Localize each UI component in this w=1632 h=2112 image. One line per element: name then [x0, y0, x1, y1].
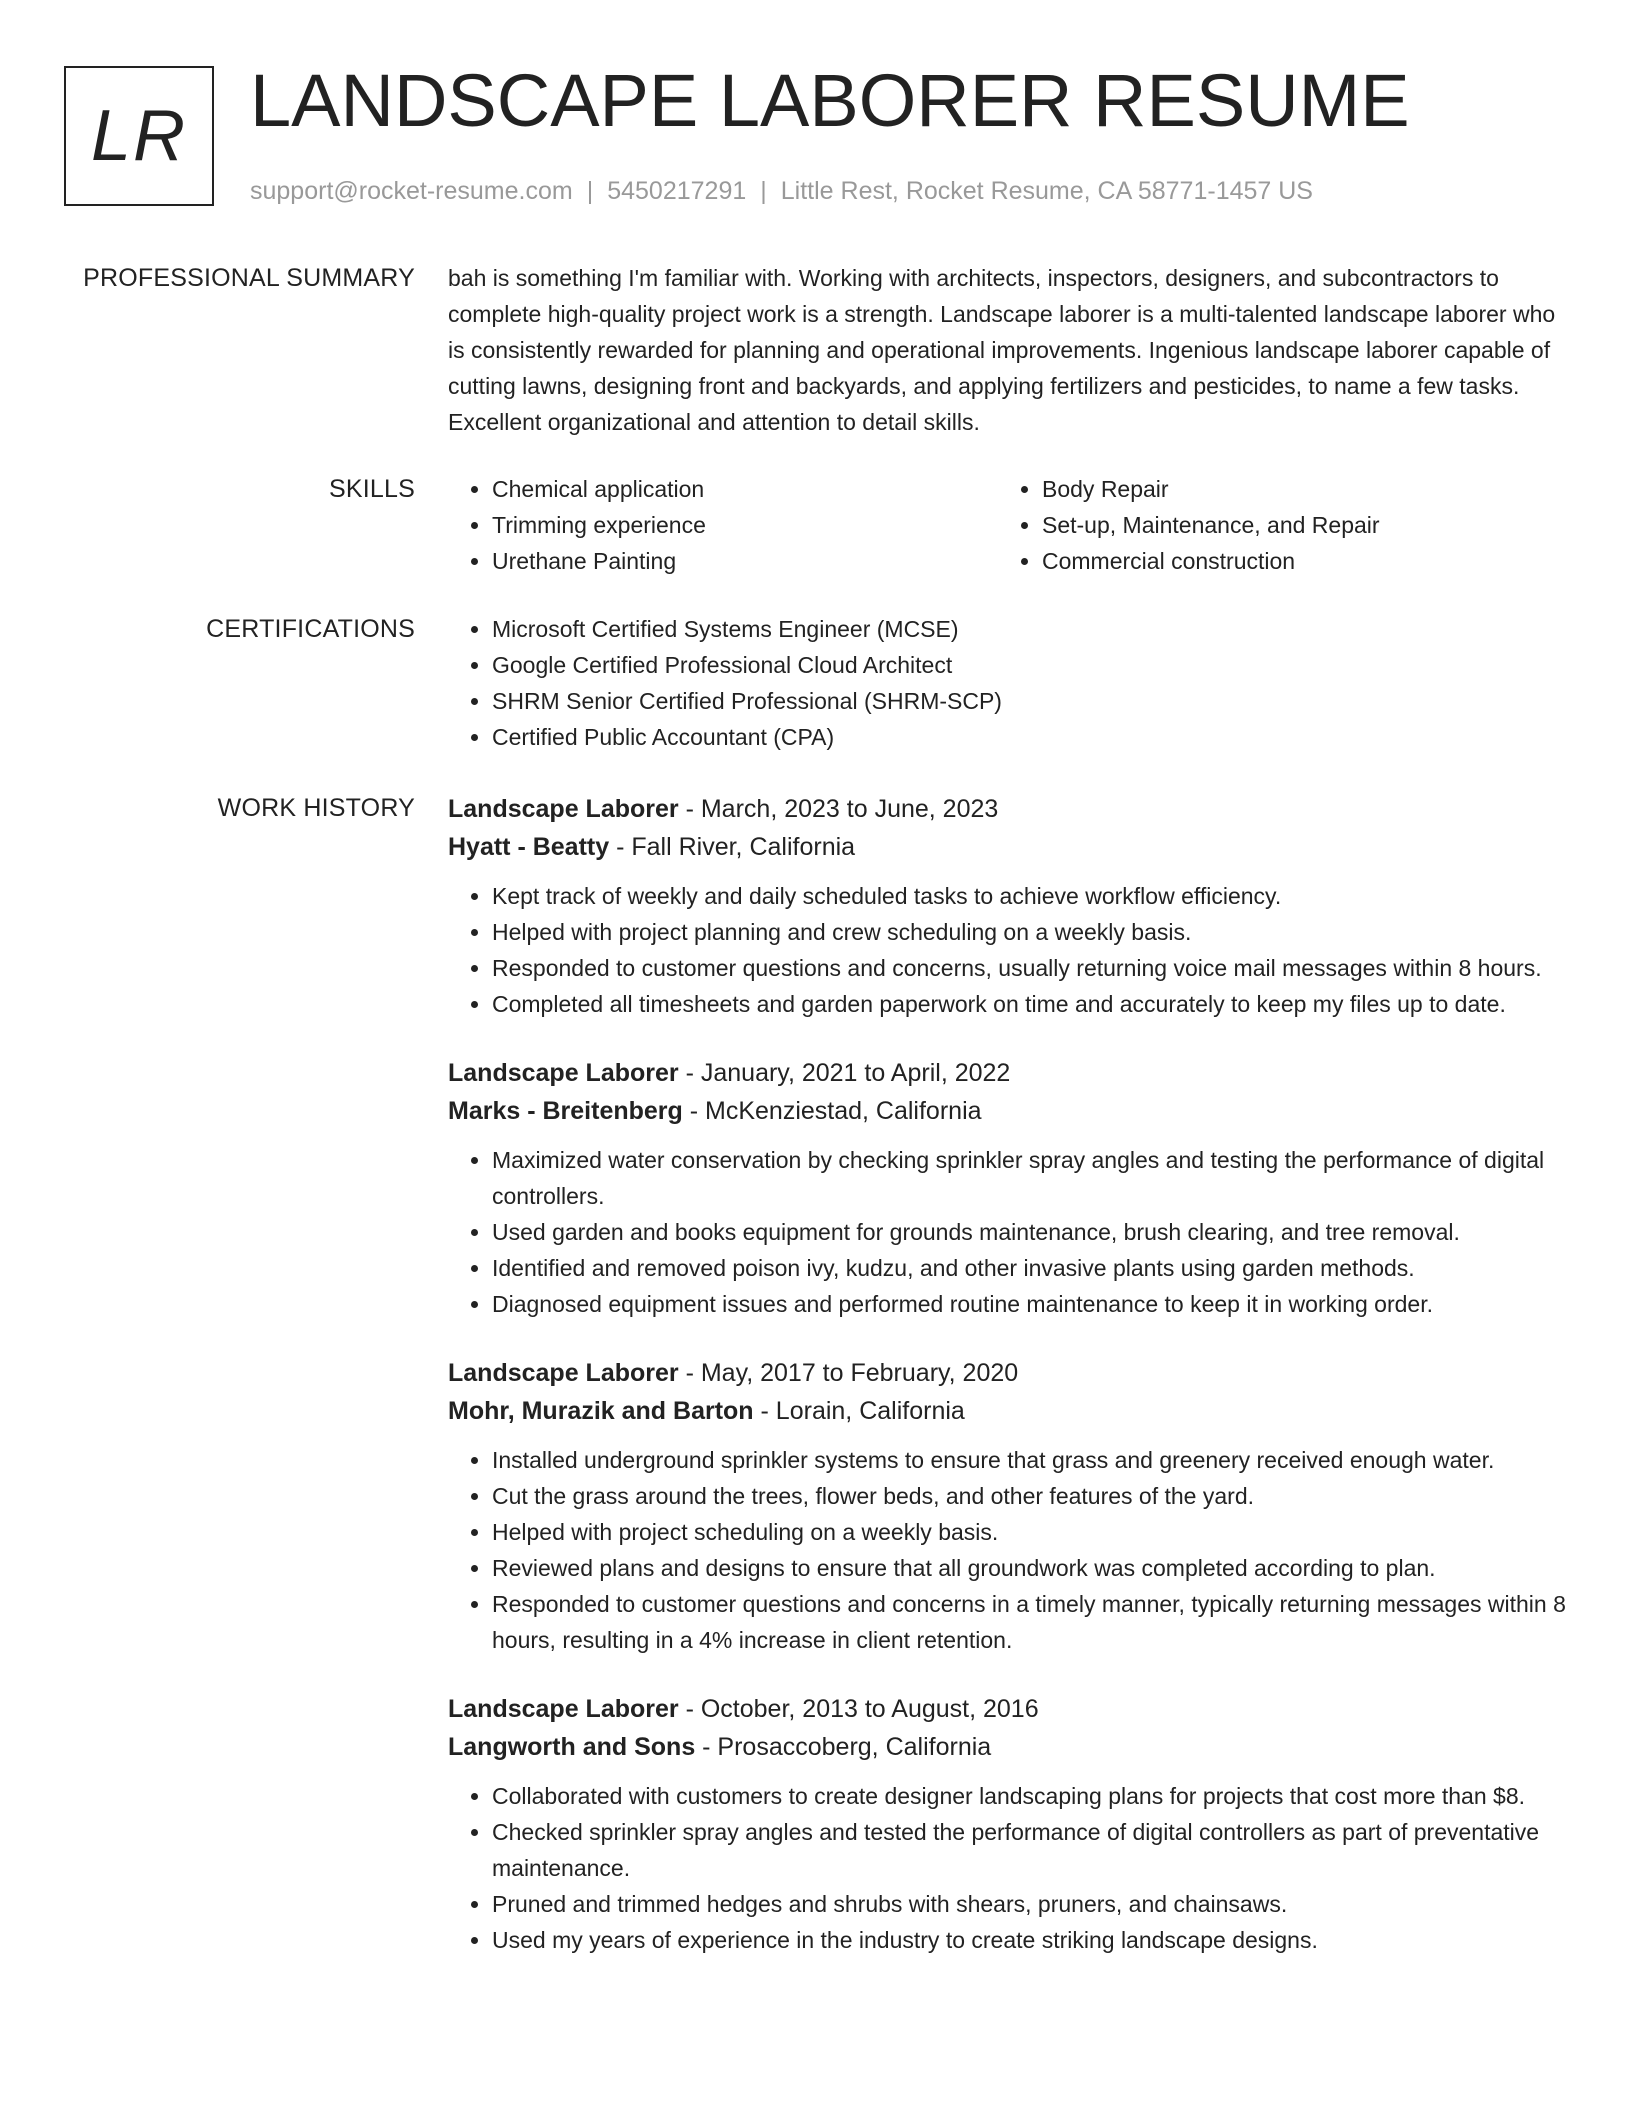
- job-entry: [448, 1690, 1568, 1958]
- job-dates: - October, 2013 to August, 2016: [678, 1695, 1039, 1723]
- skills-column-left: [448, 471, 998, 579]
- job-bullet: • Responded to customer questions and concerns in a timely manner, typically returning messages within 8 hours, resulting in a 4% increase in client retention.: [492, 1586, 1568, 1658]
- skills-label: SKILLS: [329, 475, 415, 503]
- resume-title: LANDSCAPE LABORER RESUME: [250, 59, 1410, 142]
- summary-label: PROFESSIONAL SUMMARY: [83, 264, 415, 292]
- job-bullet: • Reviewed plans and designs to ensure that all groundwork was completed according to plan.: [492, 1550, 1568, 1586]
- job-bullet: • Maximized water conservation by checking sprinkler spray angles and testing the performance of digital controllers.: [492, 1142, 1568, 1214]
- job-entry: [448, 1054, 1568, 1322]
- summary-text: bah is something I'm familiar with. Working with architects, inspectors, designers, and subcontractors to complete high-quality project work is a strength. Landscape laborer is a multi-talented landscape laborer who is consistently rewarded for planning and operational improvements. Ingenious landscape laborer capable of cutting lawns, designing front and backyards, and applying fertilizers and pesticides, to name a few tasks. Excellent organizational and attention to detail skills.: [448, 265, 1556, 435]
- job-bullet: • Diagnosed equipment issues and performed routine maintenance to keep it in working order.: [492, 1286, 1568, 1322]
- work-history-body: [448, 790, 1568, 1990]
- job-title: Landscape Laborer: [448, 1059, 679, 1087]
- job-title: Landscape Laborer: [448, 1359, 679, 1387]
- job-bullet: • Completed all timesheets and garden paperwork on time and accurately to keep my files up to date.: [492, 986, 1568, 1022]
- job-location: - McKenziestad, California: [682, 1097, 982, 1125]
- job-bullet: • Checked sprinkler spray angles and tested the performance of digital controllers as part of preventative maintenance.: [492, 1814, 1568, 1886]
- job-company: Hyatt - Beatty: [448, 833, 610, 861]
- job-company-line: [448, 828, 1568, 866]
- certification-item: • Google Certified Professional Cloud Architect: [492, 647, 1568, 683]
- job-bullet: • Responded to customer questions and concerns, usually returning voice mail messages within 8 hours.: [492, 950, 1568, 986]
- contact-separator: |: [760, 177, 767, 205]
- job-title: Landscape Laborer: [448, 795, 679, 823]
- job-dates: - May, 2017 to February, 2020: [678, 1359, 1019, 1387]
- skill-item: • Urethane Painting: [492, 543, 998, 579]
- work-history-label: WORK HISTORY: [217, 794, 415, 822]
- contact-phone: 5450217291: [607, 177, 747, 205]
- job-bullet: • Identified and removed poison ivy, kudzu, and other invasive plants using garden methods.: [492, 1250, 1568, 1286]
- job-title: Landscape Laborer: [448, 1695, 679, 1723]
- job-bullet: • Collaborated with customers to create designer landscaping plans for projects that cost more than $8.: [492, 1778, 1568, 1814]
- job-bullet: • Cut the grass around the trees, flower beds, and other features of the yard.: [492, 1478, 1568, 1514]
- job-bullet: • Used my years of experience in the industry to create striking landscape designs.: [492, 1922, 1568, 1958]
- contact-separator: |: [586, 177, 594, 205]
- job-bullets: [448, 1778, 1568, 1958]
- job-company: Marks - Breitenberg: [448, 1097, 683, 1125]
- contact-line: [250, 174, 1313, 208]
- job-bullet: • Helped with project planning and crew scheduling on a weekly basis.: [492, 914, 1568, 950]
- job-entry: [448, 1354, 1568, 1658]
- skills-column-right: [998, 471, 1548, 579]
- certification-item: • Certified Public Accountant (CPA): [492, 719, 1568, 755]
- contact-address: Little Rest, Rocket Resume, CA 58771-1457 US: [780, 177, 1313, 205]
- certifications-label: CERTIFICATIONS: [206, 615, 415, 643]
- job-bullets: [448, 878, 1568, 1022]
- job-title-line: [448, 1690, 1568, 1728]
- job-location: - Prosaccoberg, California: [695, 1733, 992, 1761]
- skill-item: • Chemical application: [492, 471, 998, 507]
- job-dates: - March, 2023 to June, 2023: [678, 795, 999, 823]
- job-location: - Fall River, California: [609, 833, 856, 861]
- skill-item: • Trimming experience: [492, 507, 998, 543]
- job-title-line: [448, 1354, 1568, 1392]
- certifications-body: [448, 611, 1568, 755]
- job-title-line: [448, 790, 1568, 828]
- job-bullet: • Installed underground sprinkler systems to ensure that grass and greenery received enough water.: [492, 1442, 1568, 1478]
- job-bullet: • Pruned and trimmed hedges and shrubs with shears, pruners, and chainsaws.: [492, 1886, 1568, 1922]
- certifications-list: [448, 611, 1568, 755]
- skill-item: • Body Repair: [1042, 471, 1548, 507]
- job-company-line: [448, 1392, 1568, 1430]
- job-company-line: [448, 1728, 1568, 1766]
- summary-body: [448, 260, 1568, 440]
- job-title-line: [448, 1054, 1568, 1092]
- skills-body: [448, 471, 1568, 579]
- job-bullets: [448, 1142, 1568, 1322]
- job-company: Mohr, Murazik and Barton: [448, 1397, 754, 1425]
- job-bullet: • Used garden and books equipment for grounds maintenance, brush clearing, and tree removal.: [492, 1214, 1568, 1250]
- job-bullet: • Helped with project scheduling on a weekly basis.: [492, 1514, 1568, 1550]
- skill-item: • Set-up, Maintenance, and Repair: [1042, 507, 1548, 543]
- job-company: Langworth and Sons: [448, 1733, 696, 1761]
- job-company-line: [448, 1092, 1568, 1130]
- skill-item: • Commercial construction: [1042, 543, 1548, 579]
- certification-item: • SHRM Senior Certified Professional (SHRM-SCP): [492, 683, 1568, 719]
- job-dates: - January, 2021 to April, 2022: [678, 1059, 1011, 1087]
- job-bullets: [448, 1442, 1568, 1658]
- job-entry: [448, 790, 1568, 1022]
- job-bullet: • Kept track of weekly and daily scheduled tasks to achieve workflow efficiency.: [492, 878, 1568, 914]
- certification-item: • Microsoft Certified Systems Engineer (MCSE): [492, 611, 1568, 647]
- contact-email: support@rocket-resume.com: [250, 177, 573, 205]
- job-location: - Lorain, California: [753, 1397, 965, 1425]
- monogram-logo: LR: [64, 66, 214, 206]
